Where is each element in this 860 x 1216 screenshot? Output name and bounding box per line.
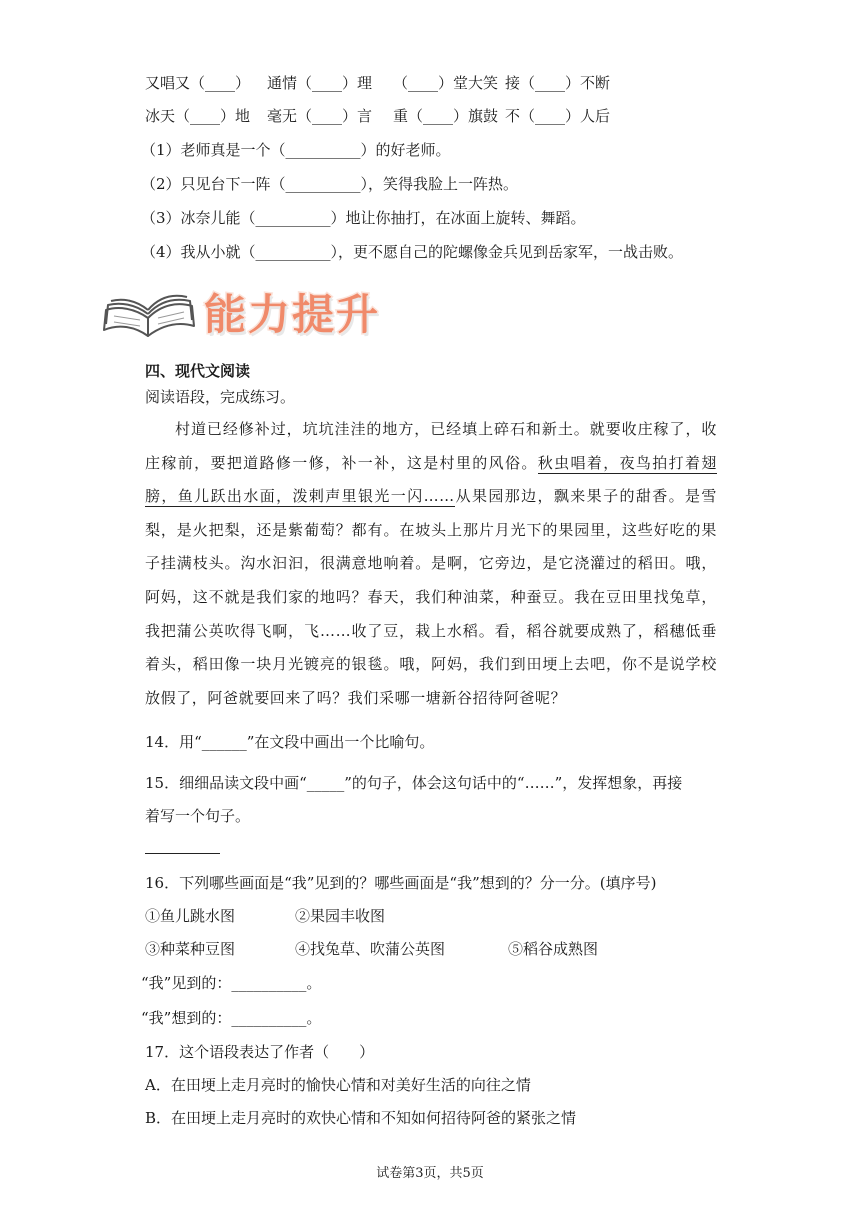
option-item: ⑤稻谷成熟图 <box>508 940 599 958</box>
passage-text: 从果园那边，飘来果子的甜香。是雪梨，是火把梨，还是紫葡萄？都有。在坡头上那片月光下的果园里，这些好吃的果子挂满枝头。沟水汩汩，很满意地响着。是啊，它旁边，是它浇灌过的稻田。哦，阿妈，这不就是我们家的地吗？春天，我们种油菜，种蚕豆。我在豆田里找兔草，我把蒲公英吹得飞啊，飞……收了豆，栽上水稻。看，稻谷就要成熟了，稻穗低垂着头，稻田像一块月光镀亮的银毯。哦，阿妈，我们到田埂上去吧，你不是说学校放假了，阿爸就要回来了吗？我们采哪一塘新谷招待阿爸呢？ <box>145 487 717 707</box>
idiom-item: 接（____）不断 <box>505 74 611 92</box>
q17-option-b[interactable]: B．在田埂上走月亮时的欢快心情和不知如何招待阿爸的紧张之情 <box>145 1109 577 1127</box>
q16-seen: “我”见到的：__________。 <box>141 974 322 992</box>
question-14: 14．用“______”在文段中画出一个比喻句。 <box>145 733 435 751</box>
ability-banner <box>100 272 420 344</box>
fill-sentence-3: （3）冰奈儿能（__________）地让你抽打，在冰面上旋转、舞蹈。 <box>141 209 586 227</box>
fill-sentence-2: （2）只见台下一阵（__________），笑得我脸上一阵热。 <box>141 175 519 193</box>
question-15: 15．细细品读文段中画“_____”的句子，体会这句话中的“……”，发挥想象，再接 <box>145 774 683 792</box>
idiom-row-2 <box>145 105 610 127</box>
underlined-sentence: 秋虫唱着，夜鸟拍打着翅膀，鱼儿跃出水面，泼剌声里银光一闪…… <box>145 453 717 506</box>
q16-thought: “我”想到的：__________。 <box>141 1009 322 1027</box>
section-title: 四、现代文阅读 <box>145 362 251 380</box>
fill-sentence-1: （1）老师真是一个（__________）的好老师。 <box>141 141 451 159</box>
q17-option-a[interactable]: A．在田埂上走月亮时的愉快心情和对美好生活的向往之情 <box>145 1076 531 1094</box>
answer-line[interactable] <box>145 853 220 854</box>
passage-text: 村道已经修补过，坑坑洼洼的地方，已经填上碎石和新土。就要收庄稼了，收庄稼前，要把道路修一修，补一补，这是村里的风俗。 <box>145 420 717 472</box>
option-item: ③种菜种豆图 <box>145 940 236 958</box>
option-item: ②果园丰收图 <box>295 907 386 925</box>
reading-passage <box>145 413 717 715</box>
instruction: 阅读语段，完成练习。 <box>145 388 296 406</box>
idiom-item: 重（____）旗鼓 <box>393 107 499 125</box>
idiom-item: （____）堂大笑 <box>393 74 499 92</box>
idiom-item: 又唱又（____） <box>145 74 251 92</box>
idiom-row-1 <box>145 72 610 94</box>
idiom-item: 冰天（____）地 <box>145 107 251 125</box>
q16-options-row-1 <box>145 905 385 927</box>
fill-sentence-4: （4）我从小就（__________），更不愿自己的陀螺像金兵见到岳家军，一战击败。 <box>141 243 684 261</box>
question-16: 16．下列哪些画面是“我”见到的？哪些画面是“我”想到的？分一分。(填序号) <box>145 874 657 892</box>
option-item: ④找兔草、吹蒲公英图 <box>295 940 446 958</box>
q16-options-row-2 <box>145 938 598 960</box>
question-17: 17．这个语段表达了作者（ ） <box>145 1043 375 1061</box>
idiom-item: 毫无（____）言 <box>267 107 373 125</box>
idiom-item: 通情（____）理 <box>267 74 373 92</box>
banner-title: 能力提升 <box>204 290 381 339</box>
option-item: ①鱼儿跳水图 <box>145 907 236 925</box>
idiom-item: 不（____）人后 <box>505 107 611 125</box>
question-15-cont: 着写一个句子。 <box>145 807 251 825</box>
page-footer: 试卷第3页，共5页 <box>376 1166 484 1181</box>
